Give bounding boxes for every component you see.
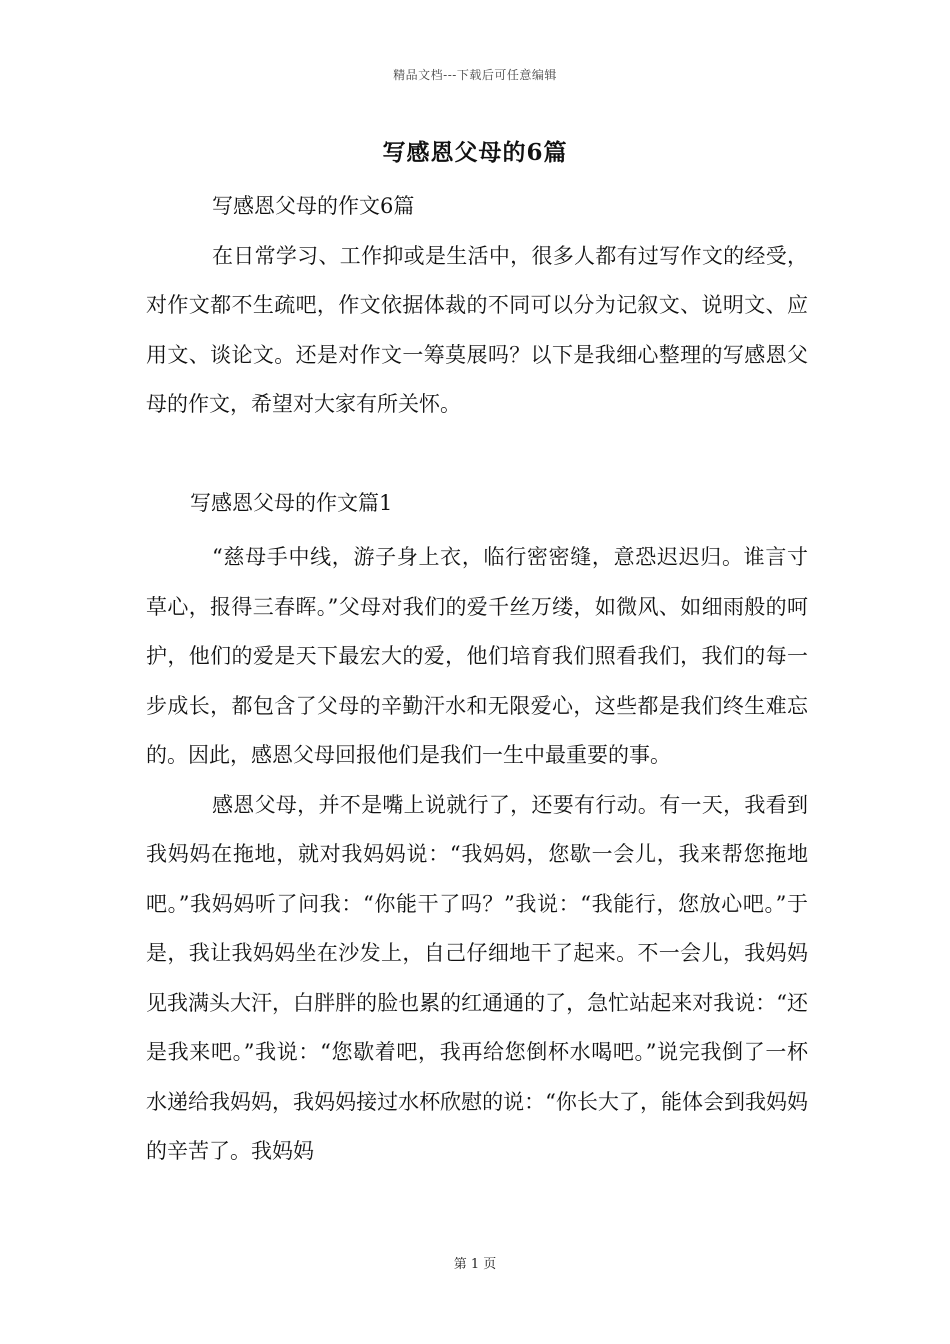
document-title: 写感恩父母的6篇 <box>382 139 568 166</box>
page-number: 第 1 页 <box>453 1257 497 1272</box>
section-heading: 写感恩父母的作文篇1 <box>190 490 393 515</box>
body-paragraph: 感恩父母，并不是嘴上说就行了，还要有行动。有一天，我看到我妈妈在拖地，就对我妈妈说：“我妈妈，您歇一会儿，我来帮您拖地吧。”我妈妈听了问我：“你能干了吗？”我说：“我能行，您放心吧。”于是，我让我妈妈坐在沙发上，自己仔细地干了起来。不一会儿，我妈妈见我满头大汗，白胖胖的脸也累的红通通的了，急忙站起来对我说：“还是我来吧。”我说：“您歇着吧，我再给您倒杯水喝吧。”说完我倒了一杯水递给我妈妈，我妈妈接过水杯欣慰的说：“你长大了，能体会到我妈妈的辛苦了。我妈妈 <box>146 792 808 1163</box>
intro-paragraph: 在日常学习、工作抑或是生活中，很多人都有过写作文的经受，对作文都不生疏吧，作文依据体裁的不同可以分为记叙文、说明文、应用文、谈论文。还是对作文一筹莫展吗？以下是我细心整理的写感恩父母的作文，希望对大家有所关怀。 <box>146 243 808 416</box>
page-header: 精品文档---下载后可任意编辑 <box>393 68 557 82</box>
document-subtitle: 写感恩父母的作文6篇 <box>212 194 415 218</box>
body-paragraph: “慈母手中线，游子身上衣，临行密密缝，意恐迟迟归。谁言寸草心，报得三春晖。”父母对我们的爱千丝万缕，如微风、如细雨般的呵护，他们的爱是天下最宏大的爱，他们培育我们照看我们，我们的每一步成长，都包含了父母的辛勤汗水和无限爱心，这些都是我们终生难忘的。因此，感恩父母回报他们是我们一生中最重要的事。 <box>146 545 808 767</box>
document-body <box>146 182 808 1177</box>
